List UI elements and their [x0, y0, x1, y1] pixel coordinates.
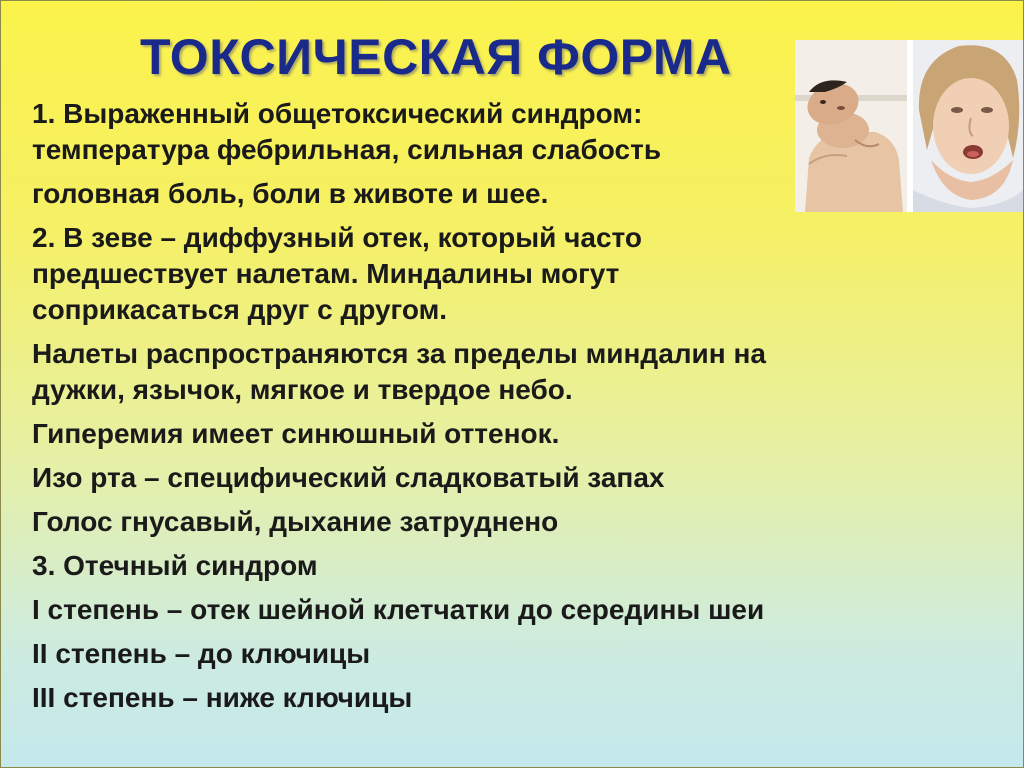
line-14: II степень – до ключицы: [32, 638, 371, 669]
line-3: головная боль, боли в животе и шее.: [32, 178, 549, 209]
line-12: 3. Отечный синдром: [32, 550, 318, 581]
line-10: Изо рта – специфический сладковатый запах: [32, 462, 665, 493]
line-15: III степень – ниже ключицы: [32, 682, 413, 713]
line-5: предшествует налетам. Миндалины могут: [32, 258, 620, 289]
line-13: I степень – отек шейной клетчатки до середины шеи: [32, 594, 765, 625]
line-9: Гиперемия имеет синюшный оттенок.: [32, 418, 560, 449]
line-11: Голос гнусавый, дыхание затруднено: [32, 506, 559, 537]
line-4: 2. В зеве – диффузный отек, который часто: [32, 222, 642, 253]
slide-body: [32, 96, 1012, 716]
line-7: Налеты распространяются за пределы миндалин на: [32, 338, 766, 369]
line-8: дужки, язычок, мягкое и твердое небо.: [32, 374, 573, 405]
line-6: соприкасаться друг с другом.: [32, 294, 448, 325]
line-2: температура фебрильная, сильная слабость: [32, 134, 662, 165]
slide-title: ТОКСИЧЕСКАЯ ФОРМА: [140, 29, 732, 85]
line-1: 1. Выраженный общетоксический синдром:: [32, 98, 643, 129]
